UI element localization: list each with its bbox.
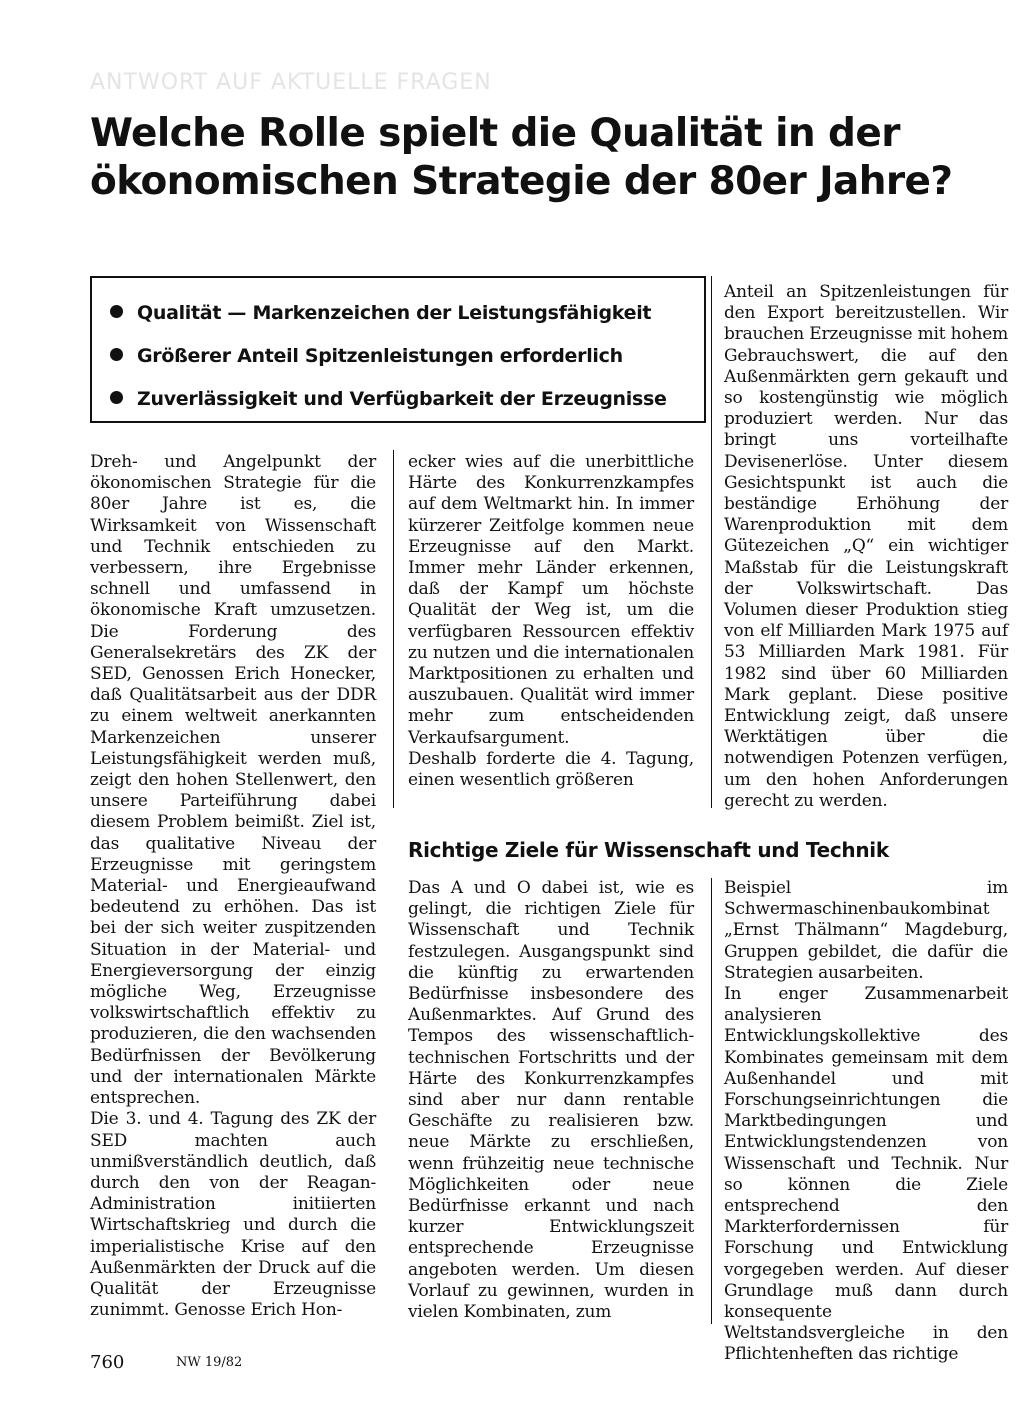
body-column-5 (724, 878, 1008, 1366)
highlight-item (110, 335, 704, 378)
body-paragraph: ecker wies auf die unerbittliche Härte des Konkurrenzkampfes auf dem Weltmarkt hin. In immer kürzerer Zeitfolge kommen neue Erzeugnisse auf den Markt. Immer mehr Länder erkennen, daß der Kampf um höchste Qualität der Weg ist, um die verfügbaren Ressourcen effektiv zu nutzen und die internationalen Marktpositionen zu erhalten und auszubauen. Qualität wird immer mehr zum entscheidenden Verkaufsargument. (408, 452, 694, 748)
article-headline: Welche Rolle spielt die Qualität in der ökonomischen Strategie der 80er Jahre? (90, 111, 953, 204)
body-paragraph: Deshalb forderte die 4. Tagung, einen wesentlich größeren (408, 748, 694, 791)
section-kicker: ANTWORT AUF AKTUELLE FRAGEN (90, 70, 492, 95)
body-paragraph: Dreh- und Angelpunkt der ökonomischen Strategie für die 80er Jahre ist es, die Wirksamkeit von Wissenschaft und Technik entschieden zu verbessern, ihre Ergebnisse schnell und umfassend in ökonomische Kraft umzusetzen. Die Forderung des Generalsekretärs des ZK der SED, Genossen Erich Honecker, daß Qualitätsarbeit aus der DDR zu einem weltweit anerkannten Markenzeichen unserer Leistungsfähigkeit werden muß, zeigt den hohen Stellenwert, den unsere Parteiführung dabei diesem Problem beimißt. Ziel ist, das qualitative Niveau der Erzeugnisse mit geringstem Material- und Energieaufwand bedeutend zu erhöhen. Das ist bei der sich weiter zuspitzenden Situation in der Material- und Energieversorgung der einzig mögliche Weg, Erzeugnisse volkswirtschaftlich effektiv zu produzieren, die den wachsenden Bedürfnissen der Bevölkerung und der internationalen Märkte entsprechen. (90, 452, 376, 1109)
body-paragraph: Beispiel im Schwermaschinenbaukombinat „Ernst Thälmann“ Magdeburg, Gruppen gebildet, die dafür die Strategien ausarbeiten. (724, 878, 1008, 983)
highlight-item (110, 292, 704, 335)
section-heading: Richtige Ziele für Wissenschaft und Technik (408, 838, 889, 862)
highlight-text: Zuverlässigkeit und Verfügbarkeit der Erzeugnisse (137, 388, 667, 410)
body-column-1 (90, 452, 376, 1321)
highlight-text: Qualität — Markenzeichen der Leistungsfähigkeit (137, 302, 652, 324)
bullet-icon (110, 348, 123, 361)
column-divider (711, 276, 712, 808)
highlights-box (90, 276, 706, 423)
body-paragraph: Anteil an Spitzenleistungen für den Export bereitzustellen. Wir brauchen Erzeugnisse mit hohem Gebrauchswert, die auf den Außenmärkten gern gekauft und so kostengünstig wie möglich produziert werden. Nur das bringt uns vorteilhafte Devisenerlöse. Unter diesem Gesichtspunkt ist auch die beständige Erhöhung der Warenproduktion mit dem Gütezeichen „Q“ ein wichtiger Maßstab für die Leistungskraft der Volkswirtschaft. Das Volumen dieser Produktion stieg von elf Milliarden Mark 1975 auf 53 Milliarden Mark 1981. Für 1982 sind über 60 Milliarden Mark geplant. Diese positive Entwicklung zeigt, daß unsere Werktätigen über die notwendigen Potenzen verfügen, um den hohen Anforderungen gerecht zu werden. (724, 282, 1008, 811)
column-divider (711, 878, 712, 1324)
column-divider (393, 450, 394, 808)
bullet-icon (110, 391, 123, 404)
body-column-2 (408, 452, 694, 791)
highlight-item (110, 378, 704, 421)
body-column-4 (408, 878, 694, 1323)
body-paragraph: In enger Zusammenarbeit analysieren Entwicklungskollektive des Kombinates gemeinsam mit dem Außenhandel und mit Forschungseinrichtungen die Marktbedingungen und Entwicklungstendenzen von Wissenschaft und Technik. Nur so können die Ziele entsprechend den Markterfordernissen für Forschung und Entwicklung vorgegeben werden. Auf dieser Grundlage muß dann durch konsequente Weltstandsvergleiche in den Pflichtenheften das richtige (724, 984, 1008, 1365)
body-column-3 (724, 282, 1008, 812)
issue-label: NW 19/82 (176, 1355, 243, 1370)
highlight-text: Größerer Anteil Spitzenleistungen erforderlich (137, 345, 623, 367)
bullet-icon (110, 305, 123, 318)
body-paragraph: Die 3. und 4. Tagung des ZK der SED machten auch unmißverständlich deutlich, daß durch den von der Reagan-Administration initiierten Wirtschaftskrieg und durch die imperialistische Krise auf den Außenmärkten der Druck auf die Qualität der Erzeugnisse zunimmt. Genosse Erich Hon- (90, 1109, 376, 1321)
body-paragraph: Das A und O dabei ist, wie es gelingt, die richtigen Ziele für Wissenschaft und Technik festzulegen. Ausgangspunkt sind die künftig zu erwartenden Bedürfnisse insbesondere des Außenmarktes. Auf Grund des Tempos des wissenschaftlich-technischen Fortschritts und der Härte des Konkurrenzkampfes sind aber nur dann rentable Geschäfte zu realisieren bzw. neue Märkte zu erschließen, wenn frühzeitig neue technische Möglichkeiten oder neue Bedürfnisse erkannt und nach kurzer Entwicklungszeit entsprechende Erzeugnisse angeboten werden. Um diesen Vorlauf zu gewinnen, wurden in vielen Kombinaten, zum (408, 878, 694, 1323)
page-number: 760 (90, 1352, 125, 1373)
